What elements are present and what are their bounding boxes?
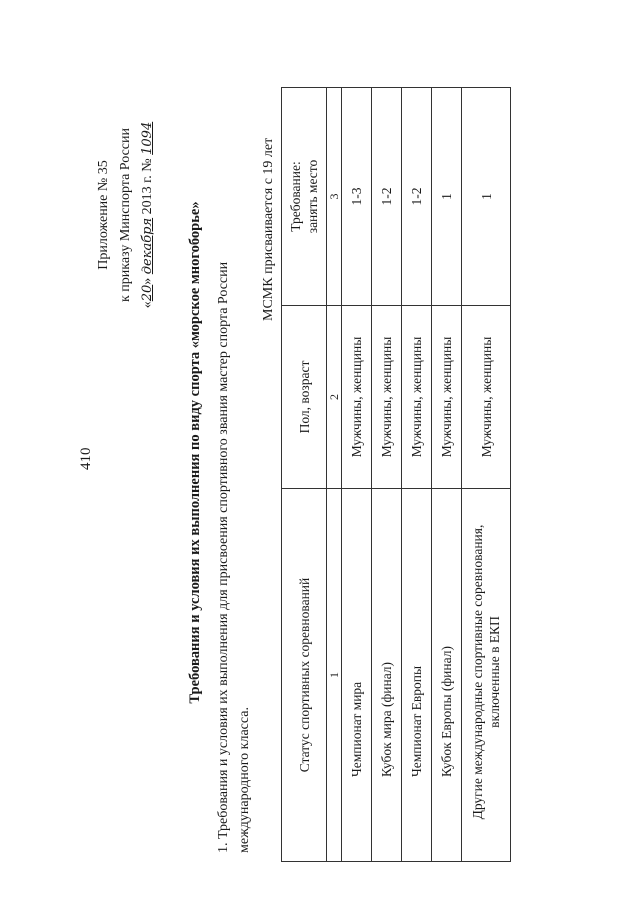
order-number-handwritten: 1094 — [140, 121, 155, 155]
intro-paragraph — [213, 203, 255, 853]
place-cell: 1-2 — [402, 88, 432, 306]
place-cell: 1-2 — [372, 88, 402, 306]
competition-cell: Кубок мира (финал) — [372, 489, 402, 862]
header-requirement — [282, 88, 327, 306]
column-number: 2 — [327, 306, 342, 489]
competition-cell-line1: Другие международные спортивные соревнования, — [470, 524, 485, 820]
page-number: 410 — [78, 447, 94, 470]
date-year: 2013 г. № — [140, 158, 155, 215]
table-row — [342, 88, 372, 862]
competition-cell: Чемпионат Европы — [402, 489, 432, 862]
sex-age-cell: Мужчины, женщины — [372, 306, 402, 489]
appendix-date-line — [137, 85, 159, 345]
table-header-row — [282, 88, 327, 862]
table-row — [372, 88, 402, 862]
date-close-quote: » — [140, 277, 155, 285]
msmk-age-note: МСМК присваивается с 19 лет — [261, 137, 276, 321]
competition-cell — [462, 489, 511, 862]
place-cell: 1 — [432, 88, 462, 306]
requirements-table — [281, 87, 511, 862]
date-open-quote: « — [140, 301, 155, 309]
sex-age-cell: Мужчины, женщины — [342, 306, 372, 489]
appendix-header — [93, 85, 159, 345]
header-status: Статус спортивных соревнований — [282, 489, 327, 862]
table-row — [432, 88, 462, 862]
competition-cell-line2: включенные в ЕКП — [487, 616, 502, 728]
table-row — [462, 88, 511, 862]
appendix-number: Приложение № 35 — [96, 160, 111, 270]
column-number: 1 — [327, 489, 342, 862]
header-sex-age: Пол, возраст — [282, 306, 327, 489]
column-number-row — [327, 88, 342, 862]
competition-cell: Чемпионат мира — [342, 489, 372, 862]
appendix-order-ref: к приказу Минспорта России — [118, 128, 133, 302]
sex-age-cell: Мужчины, женщины — [432, 306, 462, 489]
place-cell: 1-3 — [342, 88, 372, 306]
intro-line-1: 1. Требования и условия их выполнения для присвоения спортивного звания мастер спорта России — [216, 261, 231, 853]
header-requirement-line2: занять место — [305, 159, 320, 234]
competition-cell: Кубок Европы (финал) — [432, 489, 462, 862]
sex-age-cell: Мужчины, женщины — [402, 306, 432, 489]
sex-age-cell: Мужчины, женщины — [462, 306, 511, 489]
header-requirement-line1: Требование: — [288, 161, 303, 232]
table-row — [402, 88, 432, 862]
place-cell: 1 — [462, 88, 511, 306]
document-title: Требования и условия их выполнения по виду спорта «морское многоборье» — [187, 201, 203, 704]
intro-line-2: международного класса. — [237, 707, 252, 853]
column-number: 3 — [327, 88, 342, 306]
date-day-handwritten: 20 — [140, 284, 155, 302]
date-month-handwritten: декабря — [140, 217, 155, 275]
